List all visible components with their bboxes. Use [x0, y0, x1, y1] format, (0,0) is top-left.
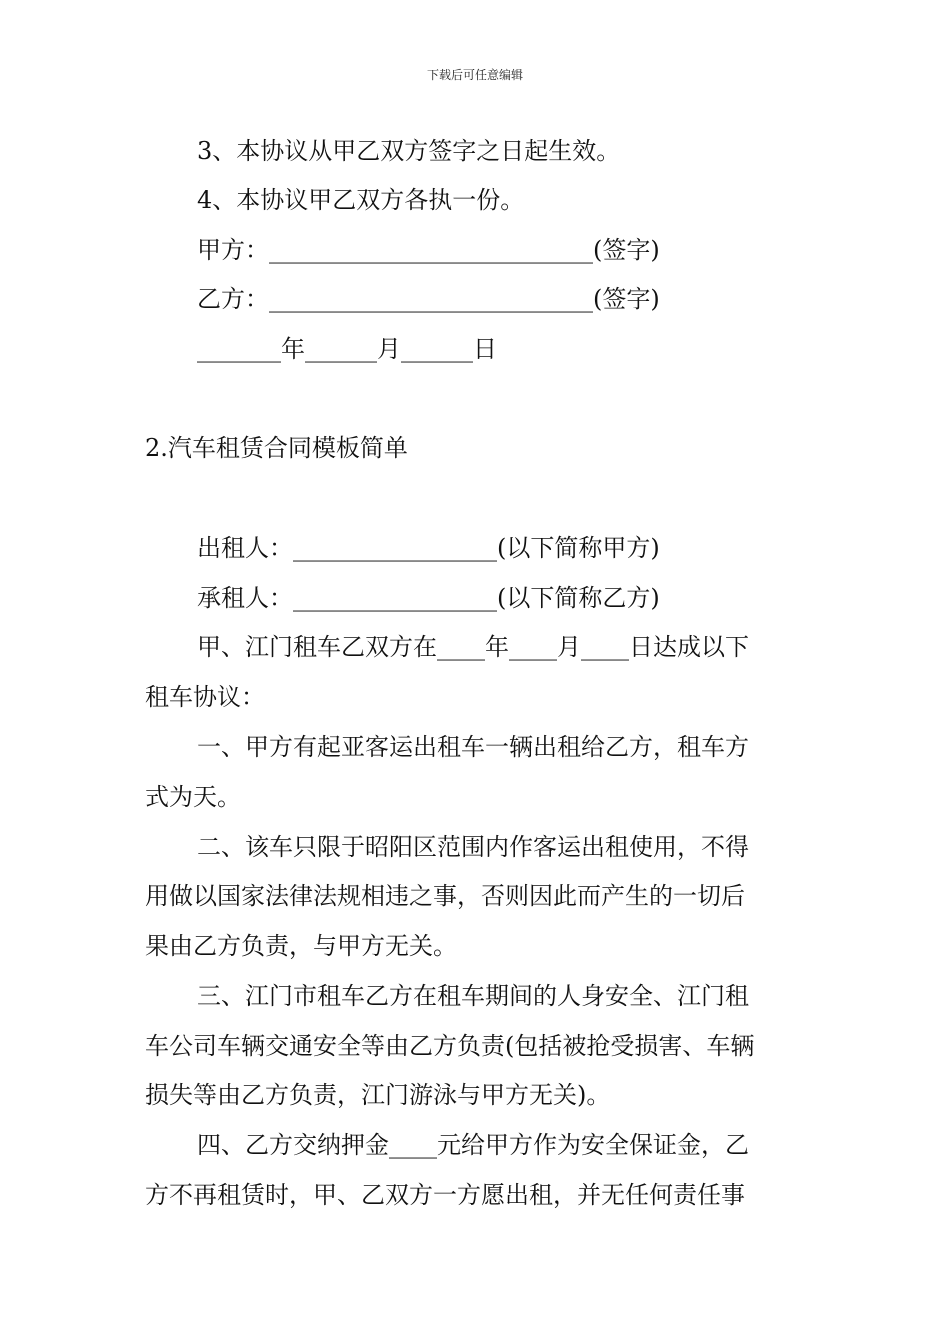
agreement-intro: 甲、江门租车乙双方在____年____月____日达成以下 [197, 633, 749, 661]
clause-3: 3、本协议从甲乙双方签字之日起生效。 [197, 137, 621, 165]
clause-four-cont: 方不再租赁时，甲、乙双方一方愿出租，并无任何责任事 [145, 1181, 745, 1209]
clause-two-cont-2: 果由乙方负责，与甲方无关。 [145, 932, 457, 960]
clause-two: 二、该车只限于昭阳区范围内作客运出租使用，不得 [197, 833, 749, 861]
section-title: 2.汽车租赁合同模板简单 [145, 434, 408, 462]
party-a-signature: 甲方：___________________________(签字) [197, 236, 660, 264]
clause-4: 4、本协议甲乙双方各执一份。 [197, 186, 525, 214]
clause-four: 四、乙方交纳押金____元给甲方作为安全保证金，乙 [197, 1131, 749, 1159]
lessor-line: 出租人：_________________(以下简称甲方) [197, 534, 660, 562]
date-line: _______年______月______日 [197, 335, 497, 363]
lessee-line: 承租人：_________________(以下简称乙方) [197, 584, 660, 612]
clause-one-cont: 式为天。 [145, 783, 241, 811]
party-b-signature: 乙方：___________________________(签字) [197, 285, 660, 313]
clause-three-cont-1: 车公司车辆交通安全等由乙方负责(包括被抢受损害、车辆 [145, 1032, 755, 1060]
page-header: 下载后可任意编辑 [426, 68, 523, 82]
clause-three-cont-2: 损失等由乙方负责，江门游泳与甲方无关)。 [145, 1081, 611, 1109]
clause-two-cont-1: 用做以国家法律法规相违之事，否则因此而产生的一切后 [145, 882, 745, 910]
clause-three: 三、江门市租车乙方在租车期间的人身安全、江门租 [197, 982, 749, 1010]
agreement-intro-cont: 租车协议： [145, 683, 265, 711]
clause-one: 一、甲方有起亚客运出租车一辆出租给乙方，租车方 [197, 733, 749, 761]
